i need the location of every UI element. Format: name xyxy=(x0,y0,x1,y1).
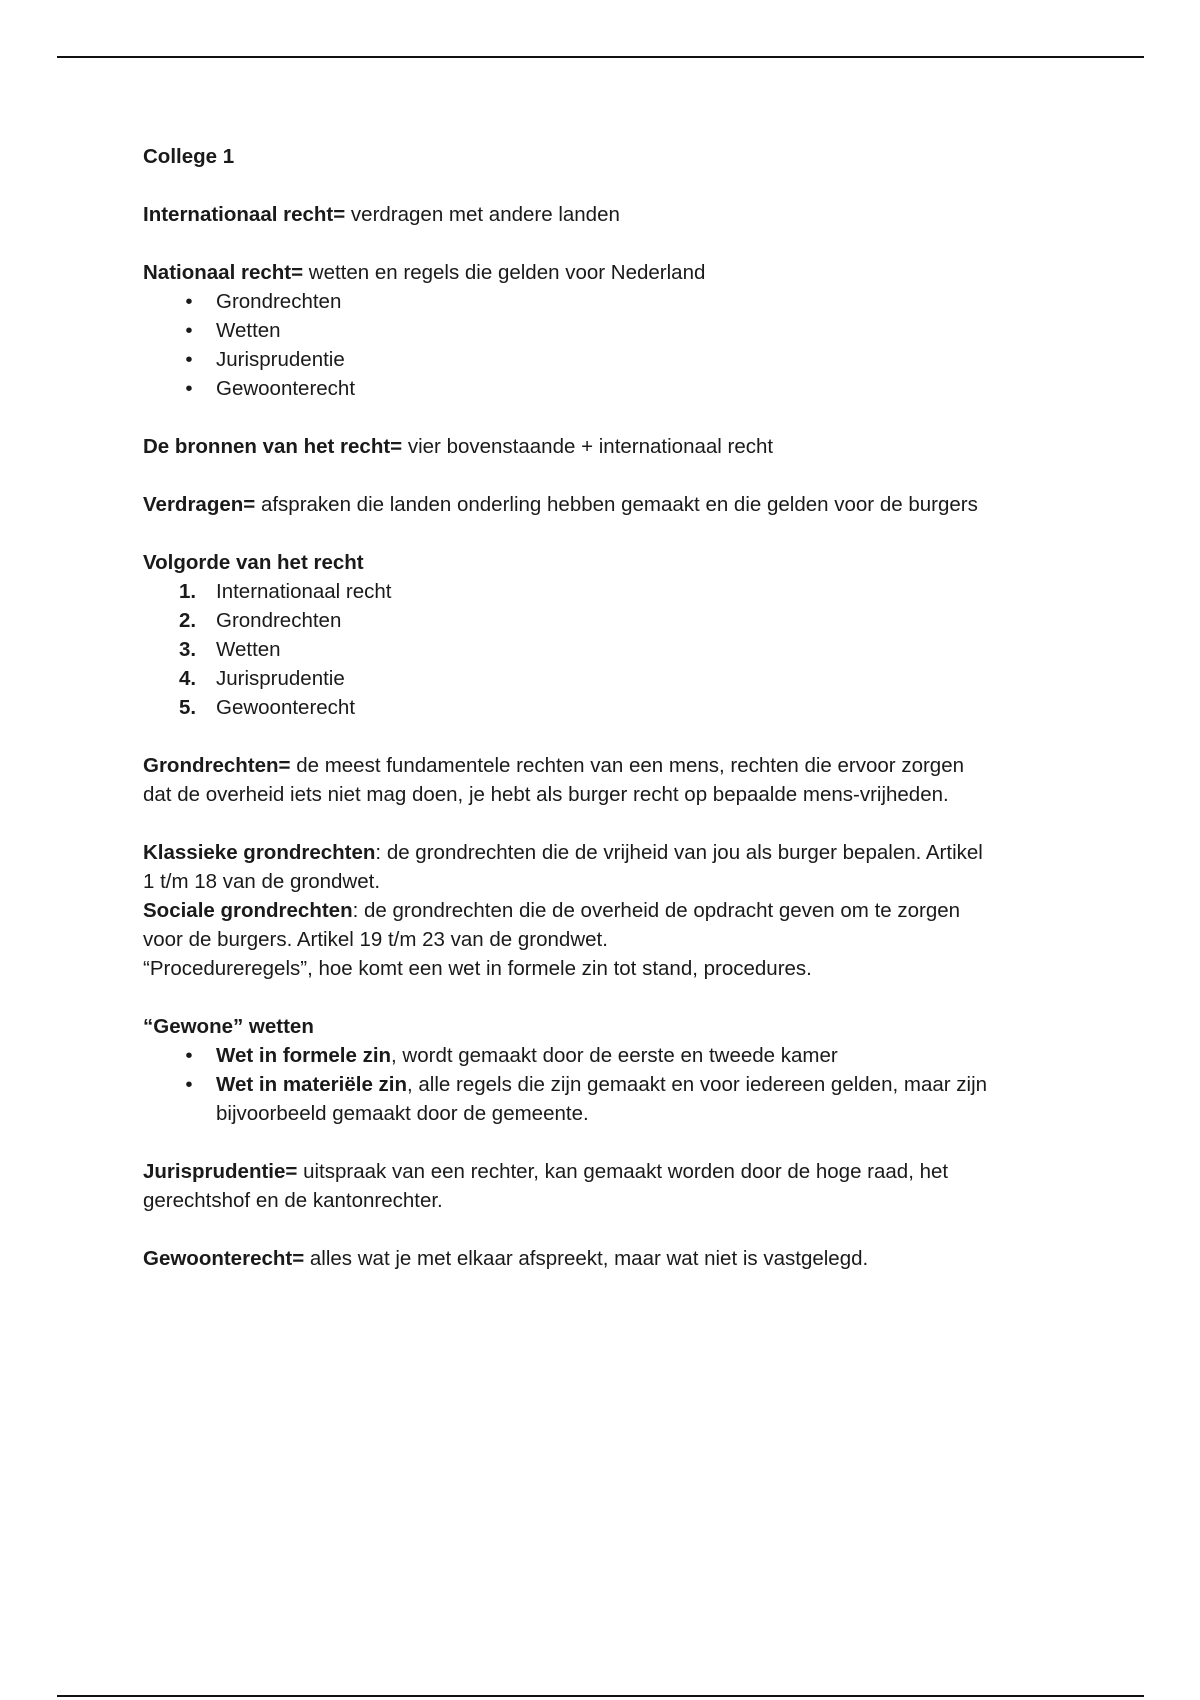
gewone-wetten-list xyxy=(143,1041,1063,1128)
volgorde-heading: Volgorde van het recht xyxy=(143,551,364,574)
definition-jurisprudentie: Jurisprudentie= uitspraak van een rechter, kan gemaakt worden door de hoge raad, het gerechtshof en de kantonrechter. xyxy=(143,1160,949,1212)
definition-bronnen: De bronnen van het recht= vier bovenstaande + internationaal recht xyxy=(143,435,774,458)
document-body xyxy=(143,142,1063,1273)
definition-sociale-grondrechten: Sociale grondrechten: de grondrechten die de overheid de opdracht geven om te zorgen voor de burgers. Artikel 19 t/m 23 van de grondwet. xyxy=(143,899,961,951)
list-item: 3. Wetten xyxy=(179,638,281,661)
bullet-icon: • xyxy=(185,377,193,400)
list-item: • Wet in materiële zin, alle regels die zijn gemaakt en voor iedereen gelden, maar zijn bijvoorbeeld gemaakt door de gemeente. xyxy=(143,1070,1063,1128)
bullet-icon: • xyxy=(185,1073,193,1096)
bullet-icon: • xyxy=(185,348,193,371)
definition-verdragen: Verdragen= afspraken die landen onderling hebben gemaakt en die gelden voor de burgers xyxy=(143,493,978,516)
bullet-icon: • xyxy=(185,1044,193,1067)
list-item: 1. Internationaal recht xyxy=(179,580,392,603)
footer-rule xyxy=(57,1695,1144,1697)
bullet-icon: • xyxy=(185,319,193,342)
nationaal-recht-list xyxy=(143,287,1063,403)
definition-klassieke-grondrechten: Klassieke grondrechten: de grondrechten die de vrijheid van jou als burger bepalen. Artikel 1 t/m 18 van de grondwet. xyxy=(143,841,983,893)
list-item: • Grondrechten xyxy=(143,287,1063,316)
list-item: 2. Grondrechten xyxy=(179,609,342,632)
list-item: • Wetten xyxy=(143,316,1063,345)
volgorde-list xyxy=(143,577,1063,722)
definition-internationaal-recht: Internationaal recht= verdragen met andere landen xyxy=(143,203,620,226)
list-item: • Gewoonterecht xyxy=(143,374,1063,403)
definition-grondrechten: Grondrechten= de meest fundamentele rechten van een mens, rechten die ervoor zorgen dat de overheid iets niet mag doen, je hebt als burger recht op bepaalde mens-vrijheden. xyxy=(143,754,965,806)
definition-nationaal-recht: Nationaal recht= wetten en regels die gelden voor Nederland xyxy=(143,261,706,284)
list-item: • Jurisprudentie xyxy=(143,345,1063,374)
list-item: 5. Gewoonterecht xyxy=(179,696,356,719)
bullet-icon: • xyxy=(185,290,193,313)
definition-gewoonterecht: Gewoonterecht= alles wat je met elkaar afspreekt, maar wat niet is vastgelegd. xyxy=(143,1247,869,1270)
document-title: College 1 xyxy=(143,145,235,168)
list-item: 4. Jurisprudentie xyxy=(179,667,345,690)
gewone-wetten-heading: “Gewone” wetten xyxy=(143,1015,314,1038)
list-item: • Wet in formele zin, wordt gemaakt door de eerste en tweede kamer xyxy=(143,1041,1063,1070)
header-rule xyxy=(57,56,1144,58)
procedureregels-note: “Procedureregels”, hoe komt een wet in formele zin tot stand, procedures. xyxy=(143,957,812,980)
